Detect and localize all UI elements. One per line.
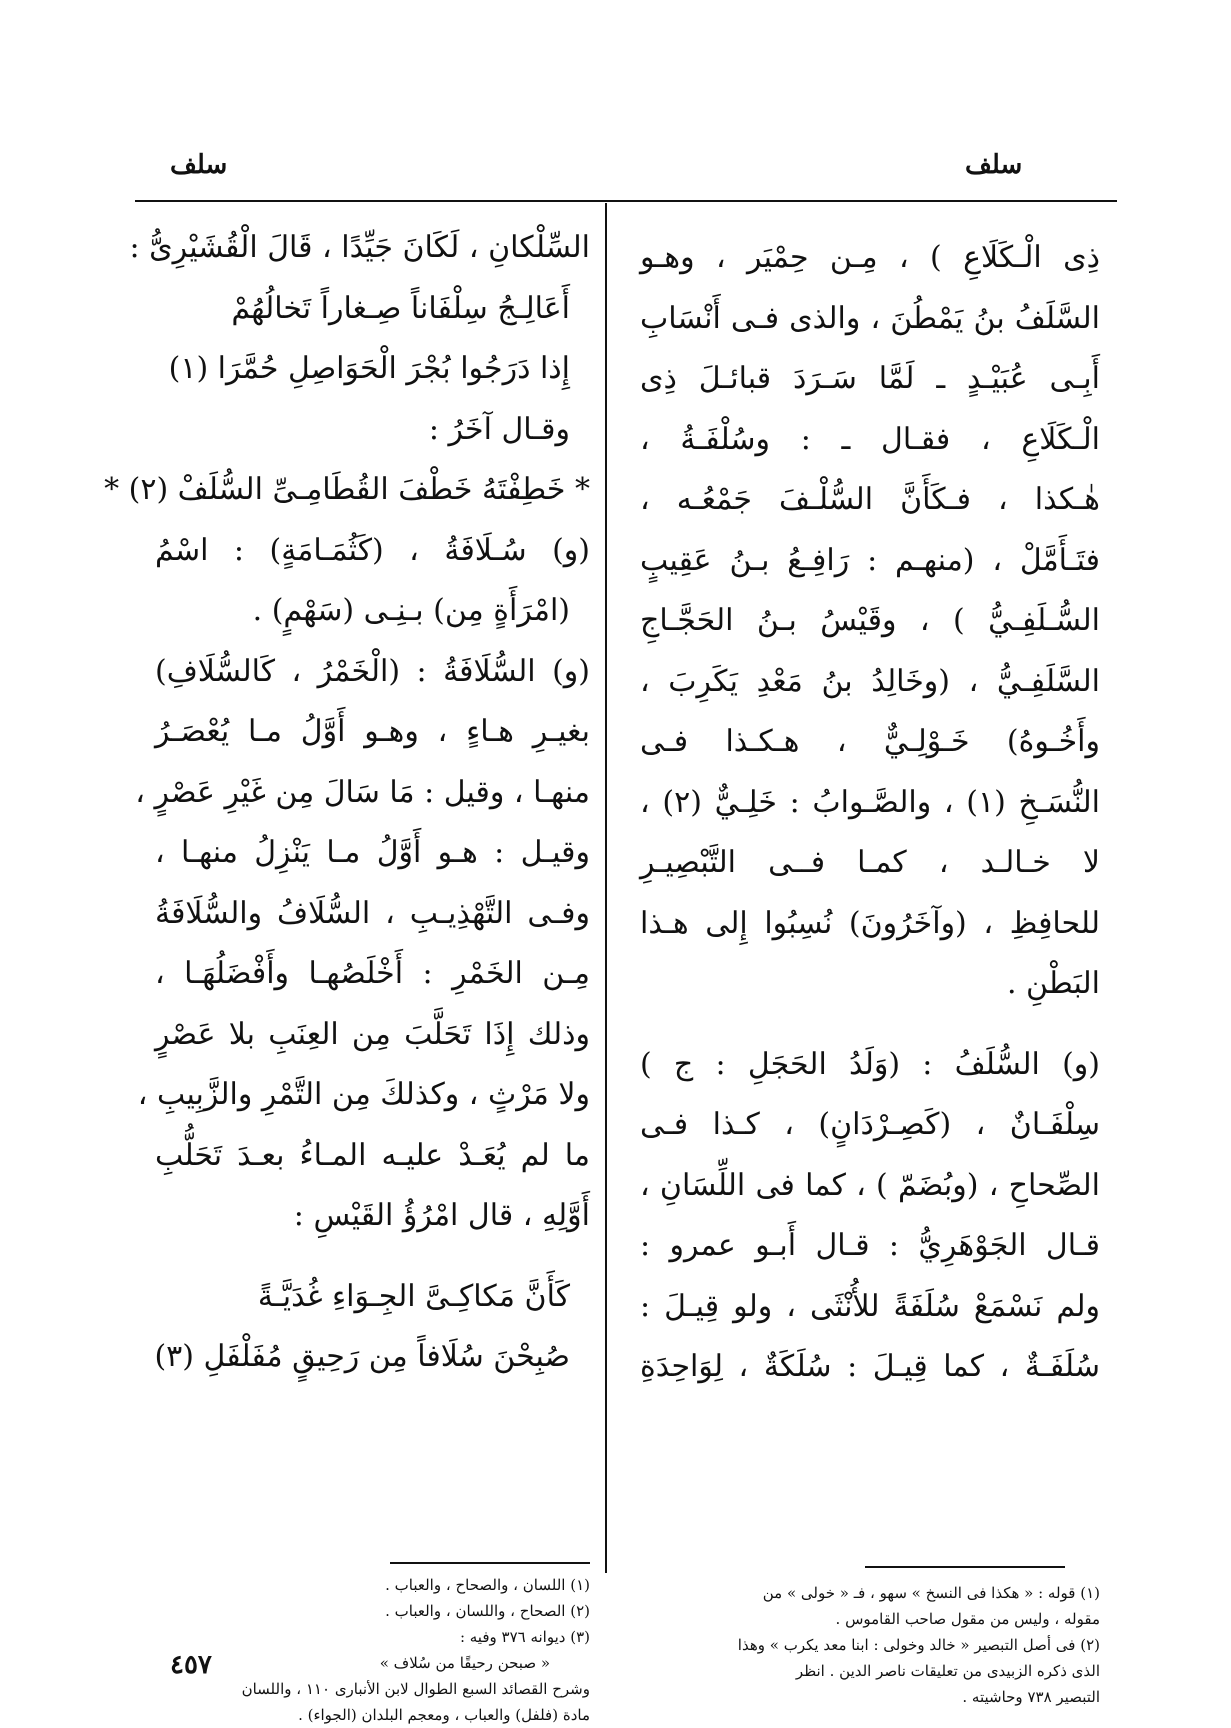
text-line: أَبِـى عُبَيْـدٍ ـ لَمَّا سَـرَدَ قبائـلَ ذِى bbox=[640, 361, 1100, 396]
running-header-right: سلف bbox=[965, 150, 1023, 180]
verse-line: كَأَنَّ مَكاكِـىَّ الجِـوَاءِ غُدَيَّـةً bbox=[257, 1278, 570, 1314]
footnote-rule-right bbox=[865, 1566, 1065, 1568]
text-line: (و) سُـلَافَةُ ، (كَثُمَـامَةٍ) : اسْمُ bbox=[155, 532, 590, 568]
paragraph-gap bbox=[155, 1247, 590, 1267]
running-header-left: سلف bbox=[170, 150, 228, 180]
column-divider bbox=[605, 203, 607, 1573]
text-line: ما لم يُعَـدْ عليـه المـاءُ بعـدَ تَحَلُّبِ bbox=[155, 1137, 590, 1173]
footnote-line: (٢) الصحاح ، واللسان ، والعباب . bbox=[385, 1602, 590, 1620]
text-line: (و) السُّلَافَةُ : (الْخَمْرُ ، كَالسُّلَافِ) bbox=[155, 653, 590, 689]
footnote-line: « صبحن رحيقًا من سُلاف » bbox=[379, 1654, 550, 1672]
header-rule bbox=[135, 200, 1117, 202]
text-line: قـال الجَوْهَرِيُّ : قـال أَبـو عمرو : bbox=[640, 1228, 1100, 1263]
text-line: لا خـالـد ، كمـا فــى التَّبْصِيـرِ bbox=[640, 845, 1100, 880]
text-line: وقيـل : هـو أَوَّلُ مـا يَنْزِلُ منهـا ، bbox=[155, 835, 590, 870]
text-line: مِـن الخَمْرِ : أَخْلَصُهـا وأَفْضَلُهَـا ، bbox=[155, 956, 590, 991]
verse-line: * خَطِفْتَهُ خَطْفَ القُطَامِـىِّ السُّلَفْ (٢) * bbox=[104, 472, 590, 507]
footnotes-left bbox=[150, 1572, 590, 1728]
text-line: السِّلْكانِ ، لَكَانَ جَيِّدًا ، قَالَ الْقُشَيْرِىُّ : bbox=[129, 230, 590, 265]
verse-line: صُبِحْنَ سُلَافاً مِن رَحِيقٍ مُفَلْفَلِ (٣) bbox=[154, 1339, 570, 1374]
paragraph-gap bbox=[640, 1015, 1100, 1035]
text-line: أَوَّلِهِ ، قال امْرُؤُ القَيْسِ : bbox=[293, 1198, 590, 1233]
footnote-line: الذى ذكره الزبيدى من تعليقات ناصر الدين . انظر bbox=[795, 1662, 1100, 1680]
verse-line: أَعَالِـجُ سِلْفَاناً صِـغاراً تَخالُهُمْ bbox=[231, 290, 570, 326]
right-column bbox=[640, 228, 1100, 1398]
text-line: (و) السُّلَفُ : (وَلَدُ الحَجَلِ : ج ) bbox=[640, 1046, 1100, 1082]
text-line: بغيـرِ هـاءٍ ، وهـو أَوَّلُ مـا يُعْصَـرُ bbox=[155, 714, 590, 749]
text-line: للحافِظِ ، (وآخَرُونَ) نُسِبُوا إِلى هـذا bbox=[640, 905, 1100, 941]
text-line: فتَـأَمَّلْ ، (منهـم : رَافِـعُ بـنُ عَقِيبٍ bbox=[640, 542, 1100, 578]
text-line: ذِى الْـكَلَاعِ ) ، مِـن حِمْيَر ، وهـو bbox=[640, 240, 1100, 275]
text-line: وذلك إِذَا تَحَلَّبَ مِن العِنَبِ بلا عَصْرٍ bbox=[155, 1016, 590, 1052]
footnote-line: التبصير ٧٣٨ وحاشيته . bbox=[962, 1688, 1100, 1706]
page-number: ٤٥٧ bbox=[170, 1650, 212, 1680]
text-line: البَطْنِ . bbox=[1006, 966, 1100, 1001]
footnotes-right bbox=[640, 1580, 1100, 1710]
footnote-rule-left bbox=[390, 1562, 590, 1564]
text-line: سُلَفَـةٌ ، كما قِيـلَ : سُلَكَةٌ ، لِوَاحِدَةِ bbox=[640, 1349, 1100, 1384]
text-line: السَّلَفِـيُّ ، (وخَالِدُ بنُ مَعْدِ يَكَرِبَ ، bbox=[640, 663, 1100, 699]
footnote-line: (٣) ديوانه ٣٧٦ وفيه : bbox=[459, 1628, 590, 1646]
footnote-line: وشرح القصائد السبع الطوال لابن الأنبارى ١١٠ ، واللسان bbox=[241, 1680, 590, 1698]
verse-line: إِذا دَرَجُوا بُجْرَ الْحَوَاصِلِ حُمَّرَا (١) bbox=[168, 351, 570, 386]
text-line: السَّلَفُ بنُ يَمْطُنَ ، والذى فـى أَنْسَابِ bbox=[640, 300, 1100, 336]
left-column bbox=[104, 218, 590, 1388]
text-line: وقـال آخَرُ : bbox=[428, 411, 570, 447]
text-line: سِلْفَـانٌ ، (كَصِـرْدَانٍ) ، كـذا فـى bbox=[640, 1107, 1100, 1142]
footnote-line: (٢) فى أصل التبصير « خالد وخولى : ابنا معد يكرب » وهذا bbox=[737, 1636, 1100, 1654]
text-line: وأَخُـوهُ) خَـوْلِـيٌّ ، هـكـذا فـى bbox=[640, 724, 1100, 759]
text-line: هٰـكذا ، فـكَأَنَّ السُّلْـفَ جَمْعُـه ، bbox=[640, 482, 1100, 517]
text-line: (امْرَأَةٍ مِن) بـنِـى (سَهْمٍ) . bbox=[252, 593, 570, 628]
text-line: منهـا ، وقيل : مَا سَالَ مِن غَيْرِ عَصْرٍ ، bbox=[135, 774, 590, 810]
footnote-line: مادة (فلفل) والعباب ، ومعجم البلدان (الجواء) . bbox=[298, 1706, 590, 1724]
text-line: الصِّحاحِ ، (وبُضَمّ ) ، كما فى اللِّسَانِ ، bbox=[640, 1167, 1100, 1203]
text-line: الْـكَلَاعِ ، فقـال ـ : وسُلْفَـةُ ، bbox=[640, 421, 1100, 457]
footnote-line: (١) قوله : « هكذا فى النسخ » سهو ، فـ « خولى » من bbox=[762, 1584, 1100, 1602]
text-line: وفـى التَّهْذِيـبِ ، السُّلَافُ والسُّلَافَةُ bbox=[155, 895, 590, 931]
footnote-line: (١) اللسان ، والصحاح ، والعباب . bbox=[385, 1576, 590, 1594]
text-line: ولا مَرْثٍ ، وكذلكَ مِن التَّمْرِ والزَّبِيبِ ، bbox=[137, 1077, 590, 1112]
text-line: النُّسَـخِ (١) ، والصَّـوابُ : خَلِـيٌّ (٢) ، bbox=[640, 784, 1100, 820]
text-line: ولم نَسْمَعْ سُلَفَةً للأُنْثَى ، ولو قِيـلَ : bbox=[640, 1288, 1100, 1324]
footnote-line: مقوله ، وليس من مقول صاحب القاموس . bbox=[835, 1610, 1100, 1628]
text-line: السُّـلَفِـيُّ ) ، وقَيْسُ بـنُ الحَجَّـاجِ bbox=[640, 603, 1100, 638]
